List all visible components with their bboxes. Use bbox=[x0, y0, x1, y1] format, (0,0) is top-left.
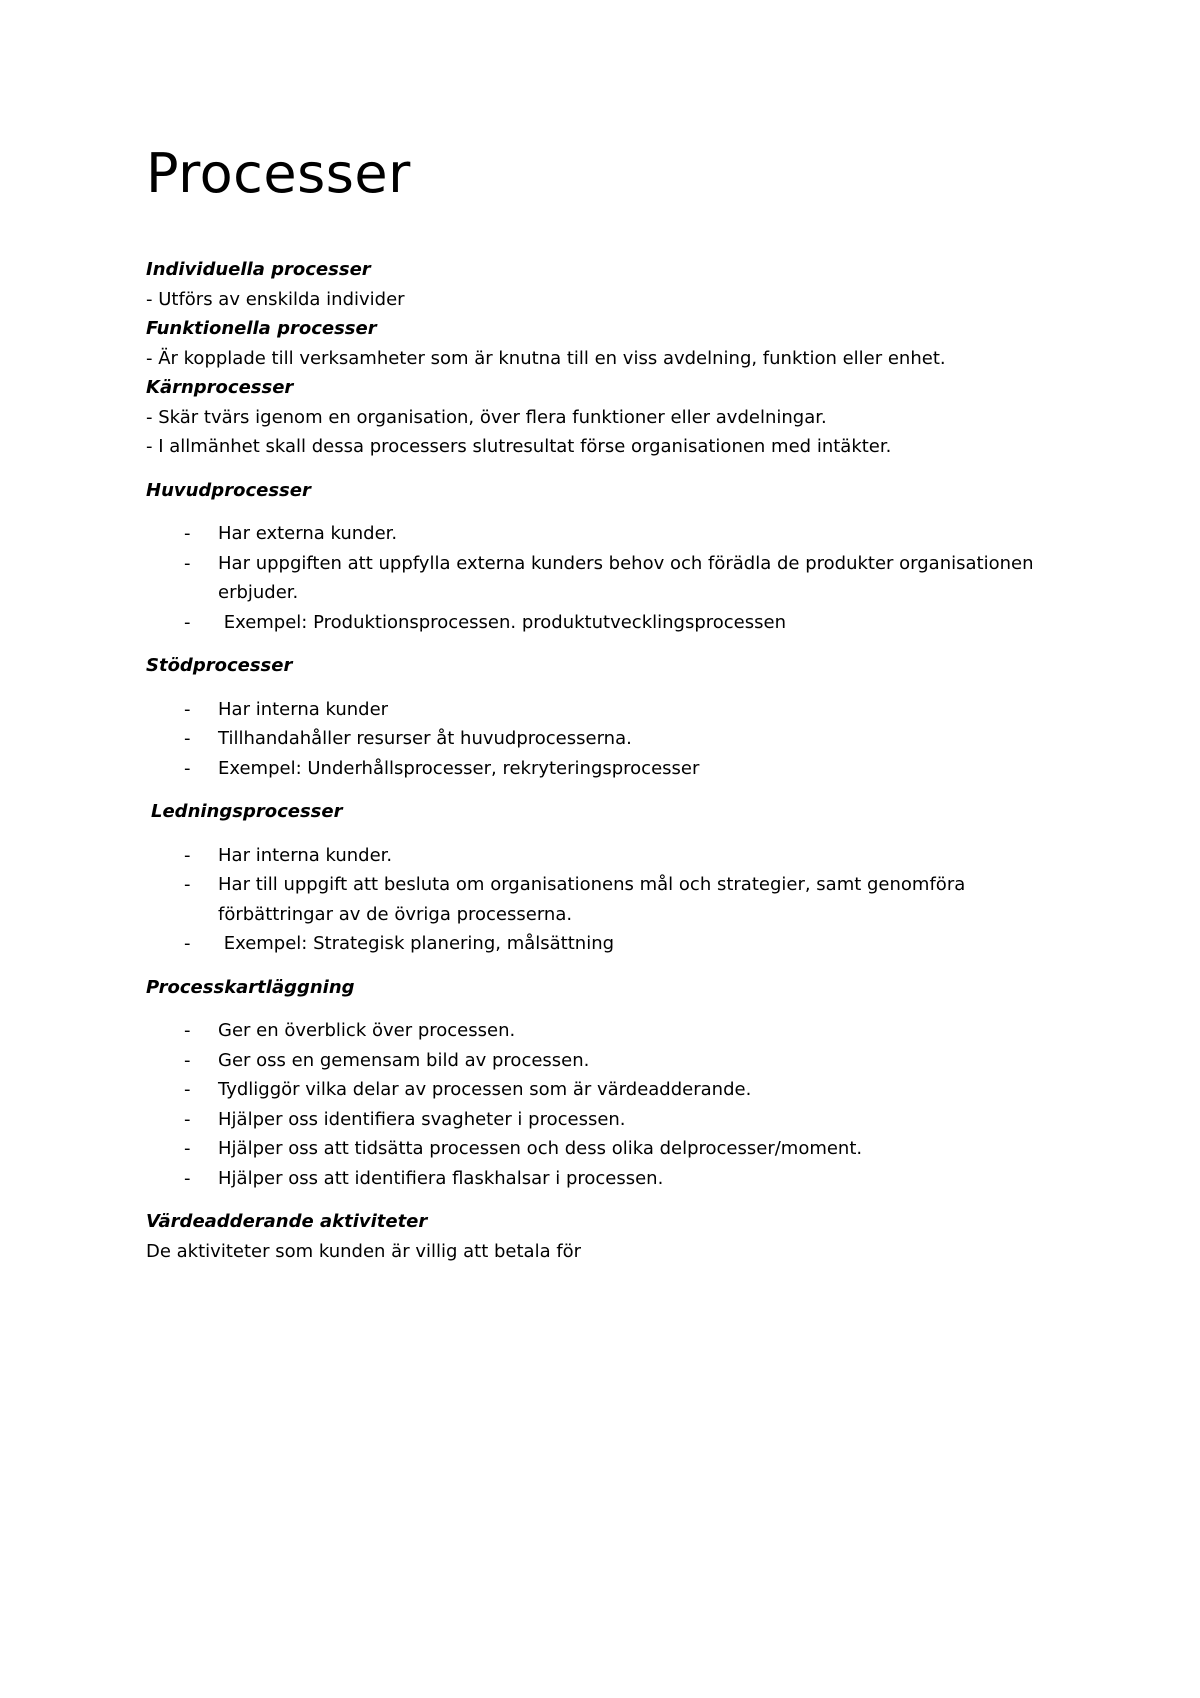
list-item bbox=[146, 608, 1066, 638]
list-item-text: Har externa kunder. bbox=[218, 523, 398, 544]
list-item-text: Ger en överblick över processen. bbox=[218, 1020, 516, 1041]
list-item bbox=[146, 724, 1066, 754]
list-item bbox=[146, 1164, 1066, 1194]
list-item bbox=[146, 1105, 1066, 1135]
heading-ledningsprocesser: Ledningsprocesser bbox=[151, 801, 343, 822]
dash-marker: - bbox=[184, 698, 191, 720]
list-huvudprocesser bbox=[146, 519, 1066, 637]
dash-marker: - bbox=[184, 1079, 191, 1100]
text-vardeadderande-line-1: De aktiviteter som kunden är villig att betala för bbox=[146, 1240, 582, 1262]
list-ledningsprocesser bbox=[146, 841, 1066, 959]
text-karn-line-1: - Skär tvärs igenom en organisation, över flera funktioner eller avdelningar. bbox=[146, 406, 827, 428]
dash-marker: - bbox=[184, 611, 191, 633]
list-stodprocesser bbox=[146, 695, 1066, 784]
list-item bbox=[146, 870, 1066, 929]
list-item bbox=[146, 1134, 1066, 1164]
dash-marker: - bbox=[184, 933, 191, 954]
text-karn-line-2: - I allmänhet skall dessa processers slutresultat förse organisationen med intäkter. bbox=[146, 436, 892, 457]
list-item-text: Hjälper oss att tidsätta processen och dess olika delprocesser/moment. bbox=[218, 1138, 863, 1159]
list-processkartlaggning bbox=[146, 1016, 1066, 1193]
list-item-text: Tydliggör vilka delar av processen som är värdeadderande. bbox=[218, 1079, 752, 1100]
list-item bbox=[146, 1016, 1066, 1046]
list-item bbox=[146, 1046, 1066, 1076]
heading-vardeadderande-aktiviteter: Värdeadderande aktiviteter bbox=[146, 1211, 428, 1232]
heading-processkartlaggning: Processkartläggning bbox=[146, 976, 355, 998]
dash-marker: - bbox=[184, 874, 191, 895]
text-funktionella-line-1: - Är kopplade till verksamheter som är knutna till en viss avdelning, funktion eller enhet. bbox=[146, 347, 946, 369]
list-item-text: Har till uppgift att besluta om organisationens mål och strategier, samt genomföra förbättringar av de övriga processerna. bbox=[218, 874, 966, 925]
dash-marker: - bbox=[184, 1020, 191, 1041]
dash-marker: - bbox=[184, 1138, 191, 1159]
list-item bbox=[146, 519, 1066, 549]
document-body bbox=[146, 255, 1066, 1266]
list-item bbox=[146, 841, 1066, 871]
list-item bbox=[146, 754, 1066, 784]
heading-huvudprocesser: Huvudprocesser bbox=[146, 479, 311, 501]
list-item bbox=[146, 929, 1066, 959]
list-item-text: Hjälper oss identifiera svagheter i processen. bbox=[218, 1108, 626, 1130]
heading-funktionella-processer: Funktionella processer bbox=[146, 318, 377, 339]
heading-individuella-processer: Individuella processer bbox=[146, 259, 371, 280]
list-item bbox=[146, 1075, 1066, 1105]
list-item-text: Tillhandahåller resurser åt huvudprocesserna. bbox=[218, 728, 632, 749]
heading-karnprocesser: Kärnprocesser bbox=[146, 377, 294, 398]
dash-marker: - bbox=[184, 844, 191, 866]
list-item-text: Exempel: Strategisk planering, målsättning bbox=[218, 933, 615, 954]
dash-marker: - bbox=[184, 1108, 191, 1130]
list-item-text: Exempel: Underhållsprocesser, rekryteringsprocesser bbox=[218, 757, 700, 779]
dash-marker: - bbox=[184, 552, 191, 574]
list-item-text: Har interna kunder bbox=[218, 698, 389, 720]
dash-marker: - bbox=[184, 728, 191, 749]
list-item-text: Exempel: Produktionsprocessen. produktutvecklingsprocessen bbox=[218, 611, 786, 633]
list-item-text: Hjälper oss att identifiera flaskhalsar i processen. bbox=[218, 1167, 664, 1189]
heading-stodprocesser: Stödprocesser bbox=[146, 655, 293, 676]
list-item-text: Har interna kunder. bbox=[218, 844, 393, 866]
list-item-text: Ger oss en gemensam bild av processen. bbox=[218, 1049, 590, 1071]
dash-marker: - bbox=[184, 757, 191, 779]
dash-marker: - bbox=[184, 1167, 191, 1189]
text-individuella-line-1: - Utförs av enskilda individer bbox=[146, 288, 405, 310]
dash-marker: - bbox=[184, 1049, 191, 1071]
list-item bbox=[146, 549, 1066, 608]
list-item-text: Har uppgiften att uppfylla externa kunders behov och förädla de produkter organisationen erbjuder. bbox=[218, 552, 1034, 603]
list-item bbox=[146, 695, 1066, 725]
page-title: Processer bbox=[146, 142, 411, 205]
dash-marker: - bbox=[184, 523, 191, 544]
